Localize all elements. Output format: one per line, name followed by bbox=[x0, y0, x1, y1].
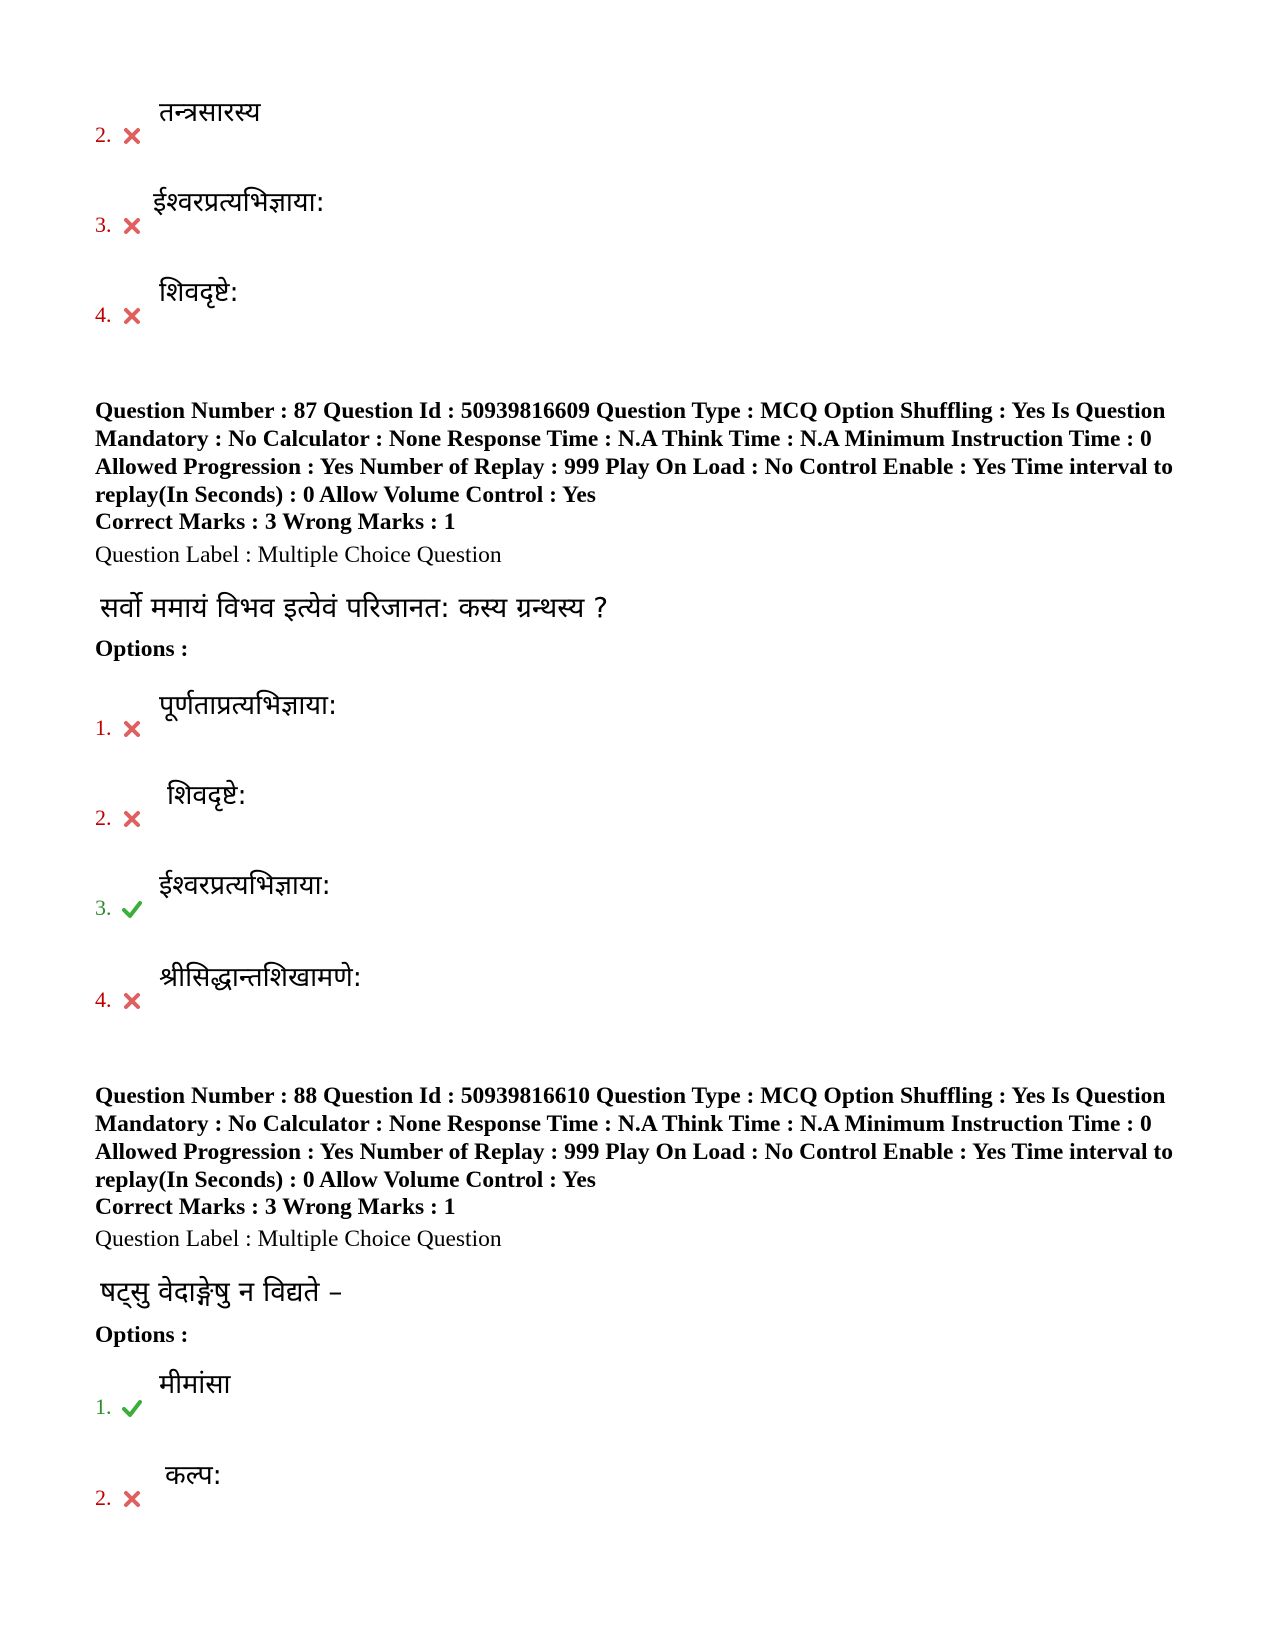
option-item bbox=[95, 1364, 695, 1420]
option-number: 2. bbox=[95, 122, 112, 147]
option-number: 3. bbox=[95, 895, 112, 920]
option-number: 1. bbox=[95, 715, 112, 740]
question-label: Question Label : Multiple Choice Question bbox=[95, 1226, 502, 1252]
option-text: शिवदृष्टे: bbox=[167, 780, 247, 811]
option-number: 4. bbox=[95, 302, 112, 327]
cross-icon bbox=[122, 991, 142, 1011]
option-text: शिवदृष्टे: bbox=[159, 277, 239, 308]
options-heading: Options : bbox=[95, 1322, 189, 1348]
option-number: 3. bbox=[95, 212, 112, 237]
option-number: 1. bbox=[95, 1394, 112, 1419]
cross-icon bbox=[122, 306, 142, 326]
option-text: ईश्वरप्रत्यभिज्ञाया: bbox=[153, 187, 325, 218]
question-text: सर्वो ममायं विभव इत्येवं परिजानत: कस्य ग्रन्थस्य ? bbox=[100, 591, 609, 624]
option-text: तन्त्रसारस्य bbox=[159, 97, 261, 128]
option-item bbox=[95, 685, 695, 741]
option-item bbox=[95, 865, 695, 921]
option-item bbox=[95, 1455, 695, 1511]
option-text: पूर्णताप्रत्यभिज्ञाया: bbox=[159, 690, 338, 721]
question-meta: Question Number : 87 Question Id : 50939816609 Question Type : MCQ Option Shuffling : Yes Is Question Mandatory : No Calculator : None Response Time : N.A Think Time : N.A Minimum Instruction Time : 0 Allowed Progression : Yes Number of Replay : 999 Play On Load : No Control Enable : Yes Time interval to replay(In Seconds) : 0 Allow Volume Control : Yes bbox=[95, 398, 1173, 508]
check-icon bbox=[122, 1398, 142, 1418]
cross-icon bbox=[122, 126, 142, 146]
option-text: कल्प: bbox=[165, 1460, 222, 1491]
cross-icon bbox=[122, 216, 142, 236]
option-number: 2. bbox=[95, 805, 112, 830]
question-meta: Question Number : 88 Question Id : 50939816610 Question Type : MCQ Option Shuffling : Yes Is Question Mandatory : No Calculator : None Response Time : N.A Think Time : N.A Minimum Instruction Time : 0 Allowed Progression : Yes Number of Replay : 999 Play On Load : No Control Enable : Yes Time interval to replay(In Seconds) : 0 Allow Volume Control : Yes bbox=[95, 1083, 1173, 1193]
option-text: ईश्वरप्रत्यभिज्ञाया: bbox=[159, 870, 331, 901]
cross-icon bbox=[122, 809, 142, 829]
question-marks: Correct Marks : 3 Wrong Marks : 1 bbox=[95, 509, 456, 535]
option-item bbox=[95, 92, 695, 148]
question-marks: Correct Marks : 3 Wrong Marks : 1 bbox=[95, 1194, 456, 1220]
question-label: Question Label : Multiple Choice Question bbox=[95, 542, 502, 568]
option-number: 2. bbox=[95, 1485, 112, 1510]
check-icon bbox=[122, 899, 142, 919]
cross-icon bbox=[122, 1489, 142, 1509]
option-text: श्रीसिद्धान्तशिखामणे: bbox=[159, 962, 362, 993]
option-item bbox=[95, 182, 695, 238]
cross-icon bbox=[122, 719, 142, 739]
option-item bbox=[95, 775, 695, 831]
option-number: 4. bbox=[95, 987, 112, 1012]
option-item bbox=[95, 957, 695, 1013]
question-text: षट्सु वेदाङ्गेषु न विद्यते – bbox=[100, 1275, 343, 1308]
option-text: मीमांसा bbox=[159, 1369, 231, 1400]
options-heading: Options : bbox=[95, 636, 189, 662]
option-item bbox=[95, 272, 695, 328]
